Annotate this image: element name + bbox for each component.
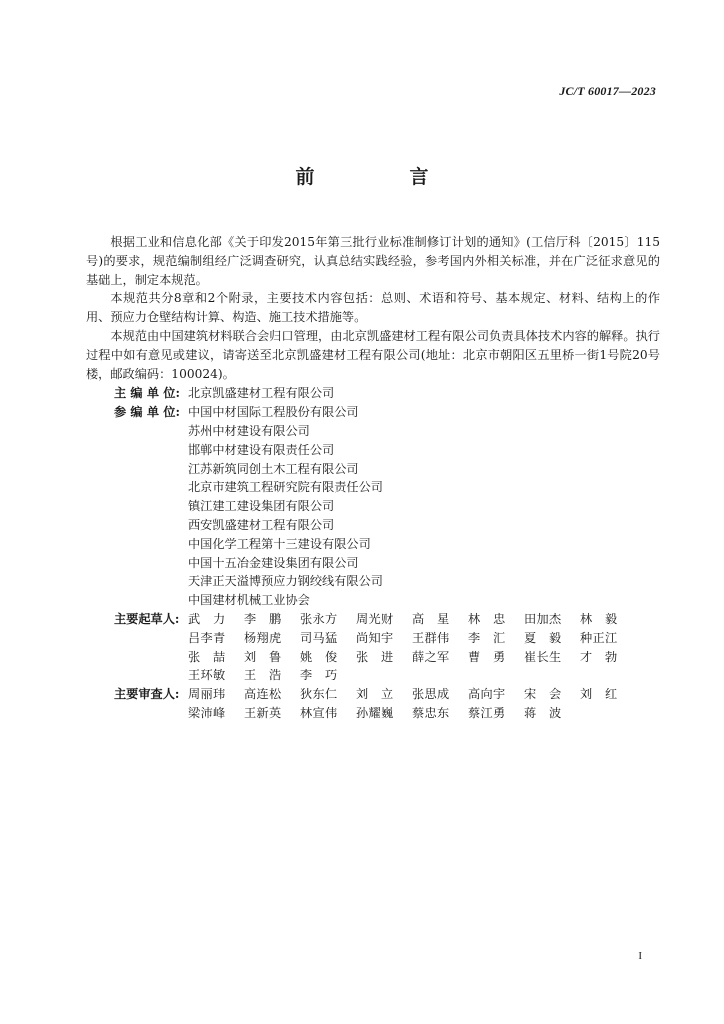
participating-unit: 邯郸中材建设有限责任公司: [188, 442, 335, 457]
person-name: 林 毅: [580, 611, 618, 626]
person-name: 王 浩: [244, 668, 282, 683]
person-name: 田加杰: [524, 611, 562, 626]
participating-unit: 中国建材机械工业协会: [188, 593, 310, 608]
participating-units-list: [188, 403, 660, 610]
reviewers-label: 主要审查人:: [114, 687, 180, 702]
participating-unit: 中国十五冶金建设集团有限公司: [188, 555, 359, 570]
person-name: 司马猛: [300, 630, 338, 645]
reviewers-list: [188, 685, 660, 723]
person-name: 张思成: [412, 687, 450, 702]
person-name: 种正江: [580, 630, 618, 645]
person-name: 张永方: [300, 611, 338, 626]
person-name: 武 力: [188, 611, 226, 626]
person-name: 吕李青: [188, 630, 226, 645]
participating-unit: 北京市建筑工程研究院有限责任公司: [188, 480, 383, 495]
person-name: 张 喆: [188, 649, 226, 664]
person-name: 曹 勇: [468, 649, 506, 664]
chief-unit-row: [86, 384, 660, 403]
person-name: 周光财: [356, 611, 394, 626]
drafters-label: 主要起草人:: [114, 611, 180, 626]
person-name: 刘 鲁: [244, 649, 282, 664]
chief-unit-label: 主 编 单 位:: [114, 386, 180, 401]
person-name: 蔡江勇: [468, 705, 506, 720]
person-name: 尚知宇: [356, 630, 394, 645]
preface-paragraph: 本规范共分8章和2个附录，主要技术内容包括：总则、术语和符号、基本规定、材料、结构上的作用、预应力仓壁结构计算、构造、施工技术措施等。: [86, 291, 660, 325]
person-name: 周丽玮: [188, 687, 226, 702]
drafters-list: [188, 610, 660, 685]
preface-paragraph: 本规范由中国建筑材料联合会归口管理，由北京凯盛建材工程有限公司负责具体技术内容的解释。执行过程中如有意见或建议，请寄送至北京凯盛建材工程有限公司(地址：北京市朝阳区五里桥一街1号院20号楼，邮政编码：100024)。: [86, 328, 660, 381]
person-name: 高 星: [412, 611, 450, 626]
person-name: 夏 毅: [524, 630, 562, 645]
person-name: 王群伟: [412, 630, 450, 645]
person-name: 宋 会: [524, 687, 562, 702]
participating-units-label: 参 编 单 位:: [114, 405, 180, 420]
page-title: 前 言: [295, 166, 467, 188]
units-section: [86, 384, 660, 722]
person-name: 姚 俊: [300, 649, 338, 664]
participating-unit: 镇江建工建设集团有限公司: [188, 499, 335, 514]
participating-unit: 中国中材国际工程股份有限公司: [188, 405, 359, 420]
person-name: 蒋 波: [524, 705, 562, 720]
person-name: 杨翔虎: [244, 630, 282, 645]
participating-unit: 西安凯盛建材工程有限公司: [188, 517, 335, 532]
person-name: 王环敏: [188, 668, 226, 683]
drafters-row: [86, 610, 660, 685]
page-number: I: [638, 950, 642, 962]
person-name: 林宣伟: [300, 705, 338, 720]
participating-unit: 江苏新筑同创土木工程有限公司: [188, 461, 359, 476]
person-name: 李 巧: [300, 668, 338, 683]
participating-unit: 苏州中材建设有限公司: [188, 423, 310, 438]
person-name: 李 鹏: [244, 611, 282, 626]
person-name: 蔡忠东: [412, 705, 450, 720]
participating-unit: 天津正天溢博预应力钢绞线有限公司: [188, 574, 383, 589]
person-name: 李 汇: [468, 630, 506, 645]
person-name: 刘 红: [580, 687, 618, 702]
person-name: 梁沛峰: [188, 705, 226, 720]
person-name: 林 忠: [468, 611, 506, 626]
preface-paragraph: 根据工业和信息化部《关于印发2015年第三批行业标准制修订计划的通知》(工信厅科〔2015〕115号)的要求，规范编制组经广泛调查研究，认真总结实践经验，参考国内外相关标准，并在广泛征求意见的基础上，制定本规范。: [86, 235, 660, 287]
person-name: 孙耀巍: [356, 705, 394, 720]
person-name: 刘 立: [356, 687, 394, 702]
participating-unit: 中国化学工程第十三建设有限公司: [188, 536, 371, 551]
person-name: 才 勃: [580, 649, 618, 664]
person-name: 张 进: [356, 649, 394, 664]
chief-unit-value: 北京凯盛建材工程有限公司: [188, 386, 335, 401]
preface-body: [86, 233, 660, 723]
reviewers-row: [86, 685, 660, 723]
person-name: 高向宇: [468, 687, 506, 702]
person-name: 崔长生: [524, 649, 562, 664]
standard-code: JC/T 60017—2023: [559, 84, 656, 98]
person-name: 高连松: [244, 687, 282, 702]
person-name: 王新英: [244, 705, 282, 720]
person-name: 薛之军: [412, 649, 450, 664]
person-name: 狄东仁: [300, 687, 338, 702]
participating-units-row: [86, 403, 660, 610]
